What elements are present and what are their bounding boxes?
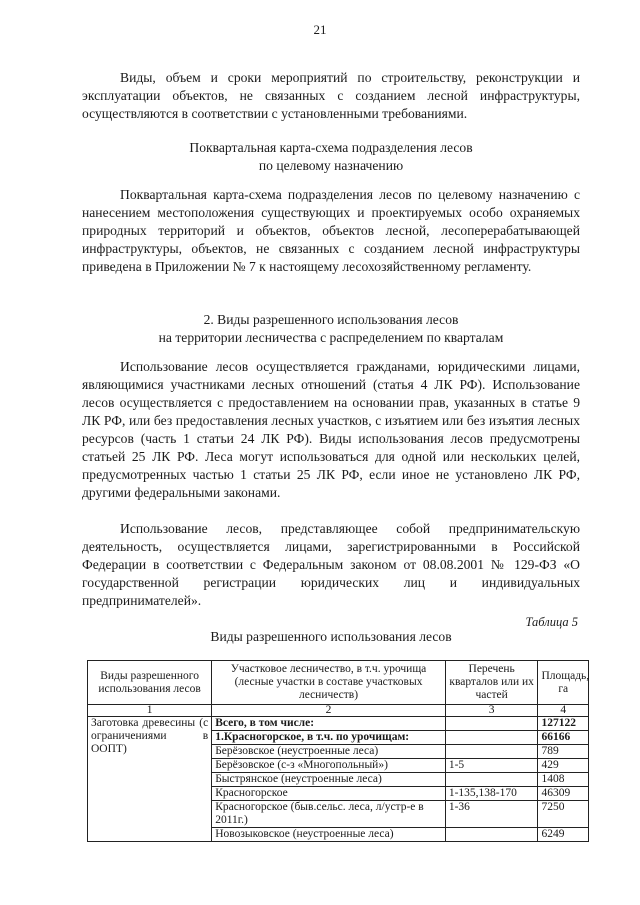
use-type-cell: Заготовка древесины (с ограничениями в ООПТ) [88,717,212,842]
area-cell: 66166 [538,731,589,745]
page-number: 21 [313,22,327,37]
heading-map-scheme [82,139,580,175]
table-title: Виды разрешенного использования лесов [210,629,452,644]
area-cell: 7250 [538,801,589,828]
heading-map-scheme-line2: по целевому назначению [258,158,404,173]
paragraph-construction: Виды, объем и сроки мероприятий по строительству, реконструкции и эксплуатации объектов, не связанных с созданием лесной инфраструктуры, осуществляются в соответствии с установленными требованиями. [82,70,580,121]
column-number: 4 [538,705,589,717]
column-number: 2 [212,705,446,717]
heading-section-2-line2: на территории лесничества с распределением по кварталам [158,330,504,345]
quarters-cell: 1-5 [445,759,538,773]
table-header-row [88,661,589,705]
table-caption: Таблица 5 [525,615,578,629]
forestry-cell: Всего, в том числе: [212,717,446,731]
forestry-cell: Быстрянское (неустроенные леса) [212,773,446,787]
area-cell: 127122 [538,717,589,731]
forestry-cell: Красногорское (быв.сельс. леса, л/устр-е в 2011г.) [212,801,446,828]
forestry-cell: Новозыковское (неустроенные леса) [212,828,446,842]
area-cell: 789 [538,745,589,759]
forestry-cell: Берёзовское (с-з «Многопольный») [212,759,446,773]
heading-section-2 [82,311,580,347]
header-quarters: Перечень кварталов или их частей [445,661,538,705]
quarters-cell [445,745,538,759]
forestry-cell: 1.Красногорское, в т.ч. по урочищам: [212,731,446,745]
header-use-type: Виды разрешенного использования лесов [88,661,212,705]
paragraph-map-scheme: Поквартальная карта-схема подразделения лесов по целевому назначению с нанесением местоположения существующих и проектируемых особо охраняемых природных территорий и объектов, объектов лесной, лесоперерабатывающей инфраструктуры, объектов, не связанных с созданием лесной инфраструктуры приведена в Приложении № 7 к настоящему лесохозяйственному регламенту. [82,187,580,274]
column-number: 1 [88,705,212,717]
forestry-cell: Красногорское [212,787,446,801]
paragraph-forest-use: Использование лесов осуществляется гражданами, юридическими лицами, являющимися участниками лесных отношений (статья 4 ЛК РФ). Использование лесов осуществляется с предоставлением на основании прав, указанных в статье 9 ЛК РФ, или без предоставления лесных участков, с изъятием или без изъятия лесных ресурсов (часть 1 статьи 24 ЛК РФ). Виды использования лесов предусмотрены статьей 25 ЛК РФ. Леса могут использоваться для одной или нескольких целей, предусмотренных частью 1 статьи 25 ЛК РФ, если иное не установлено ЛК РФ, другими федеральными законами. [82,359,580,500]
quarters-cell: 1-135,138-170 [445,787,538,801]
quarters-cell [445,828,538,842]
table-row [88,717,589,731]
header-forestry: Участковое лесничество, в т.ч. урочища (лесные участки в составе участковых лесничеств) [212,661,446,705]
area-cell: 1408 [538,773,589,787]
header-area: Площадь, га [538,661,589,705]
paragraph-business-use: Использование лесов, представляющее собой предпринимательскую деятельность, осуществляется лицами, зарегистрированными в Российской Федерации в соответствии с Федеральным законом от 08.08.2001 № 129-ФЗ «О государственной регистрации юридических лиц и индивидуальных предпринимателей». [82,521,580,608]
quarters-cell [445,717,538,731]
permitted-use-table [87,660,589,842]
area-cell: 6249 [538,828,589,842]
table-column-numbers-row [88,705,589,717]
area-cell: 46309 [538,787,589,801]
quarters-cell [445,773,538,787]
column-number: 3 [445,705,538,717]
quarters-cell [445,731,538,745]
heading-map-scheme-line1: Поквартальная карта-схема подразделения лесов [189,140,473,155]
forestry-cell: Берёзовское (неустроенные леса) [212,745,446,759]
quarters-cell: 1-36 [445,801,538,828]
heading-section-2-line1: 2. Виды разрешенного использования лесов [203,312,459,327]
area-cell: 429 [538,759,589,773]
